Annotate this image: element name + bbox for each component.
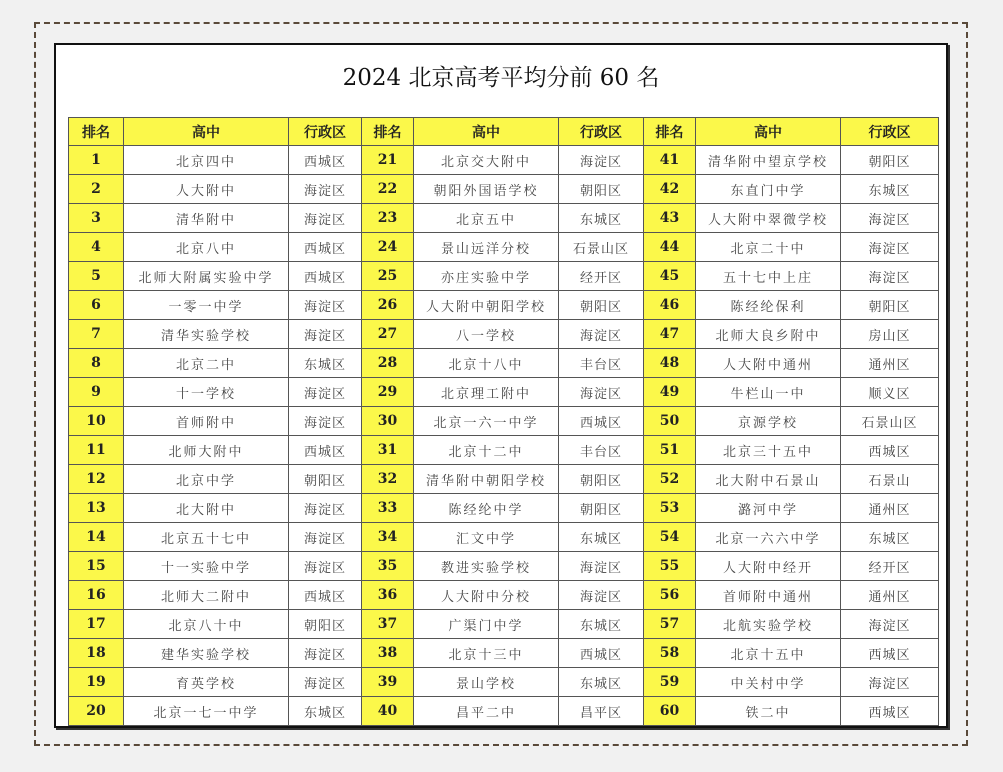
district-cell: 朝阳区 xyxy=(841,291,939,320)
rank-cell: 35 xyxy=(362,552,414,581)
district-cell: 海淀区 xyxy=(559,581,644,610)
district-cell: 房山区 xyxy=(841,320,939,349)
district-cell: 石景山 xyxy=(841,465,939,494)
school-cell: 北京十五中 xyxy=(696,639,841,668)
rank-cell: 3 xyxy=(69,204,124,233)
district-cell: 海淀区 xyxy=(559,552,644,581)
school-cell: 北京三十五中 xyxy=(696,436,841,465)
district-cell: 海淀区 xyxy=(841,668,939,697)
rank-cell: 43 xyxy=(644,204,696,233)
table-row xyxy=(69,233,939,262)
rank-cell: 30 xyxy=(362,407,414,436)
rank-cell: 39 xyxy=(362,668,414,697)
rank-cell: 59 xyxy=(644,668,696,697)
ranking-table xyxy=(68,117,939,726)
rank-cell: 32 xyxy=(362,465,414,494)
school-cell: 十一学校 xyxy=(124,378,289,407)
school-cell: 北京中学 xyxy=(124,465,289,494)
school-cell: 北师大附中 xyxy=(124,436,289,465)
rank-cell: 18 xyxy=(69,639,124,668)
school-cell: 建华实验学校 xyxy=(124,639,289,668)
district-cell: 东城区 xyxy=(289,349,362,378)
table-row xyxy=(69,291,939,320)
rank-cell: 28 xyxy=(362,349,414,378)
district-cell: 海淀区 xyxy=(289,175,362,204)
rank-cell: 57 xyxy=(644,610,696,639)
school-cell: 北京五中 xyxy=(414,204,559,233)
district-cell: 西城区 xyxy=(559,639,644,668)
rank-cell: 45 xyxy=(644,262,696,291)
table-row xyxy=(69,262,939,291)
district-cell: 西城区 xyxy=(841,436,939,465)
district-cell: 西城区 xyxy=(289,146,362,175)
table-row xyxy=(69,552,939,581)
rank-cell: 52 xyxy=(644,465,696,494)
district-cell: 东城区 xyxy=(841,523,939,552)
district-cell: 东城区 xyxy=(559,204,644,233)
district-cell: 西城区 xyxy=(289,436,362,465)
district-cell: 朝阳区 xyxy=(289,465,362,494)
district-cell: 海淀区 xyxy=(289,407,362,436)
district-cell: 朝阳区 xyxy=(289,610,362,639)
school-cell: 五十七中上庄 xyxy=(696,262,841,291)
rank-cell: 33 xyxy=(362,494,414,523)
district-cell: 顺义区 xyxy=(841,378,939,407)
school-cell: 八一学校 xyxy=(414,320,559,349)
school-cell: 北京十三中 xyxy=(414,639,559,668)
district-cell: 通州区 xyxy=(841,349,939,378)
table-row xyxy=(69,407,939,436)
school-cell: 牛栏山一中 xyxy=(696,378,841,407)
rank-cell: 14 xyxy=(69,523,124,552)
rank-cell: 25 xyxy=(362,262,414,291)
table-row xyxy=(69,581,939,610)
school-cell: 北大附中石景山 xyxy=(696,465,841,494)
district-cell: 经开区 xyxy=(559,262,644,291)
school-cell: 北师大良乡附中 xyxy=(696,320,841,349)
district-cell: 海淀区 xyxy=(289,320,362,349)
rank-cell: 5 xyxy=(69,262,124,291)
district-cell: 朝阳区 xyxy=(559,465,644,494)
header-district: 行政区 xyxy=(559,118,644,146)
rank-cell: 55 xyxy=(644,552,696,581)
table-row xyxy=(69,523,939,552)
rank-cell: 53 xyxy=(644,494,696,523)
table-row xyxy=(69,349,939,378)
table-row xyxy=(69,378,939,407)
rank-cell: 47 xyxy=(644,320,696,349)
header-school: 高中 xyxy=(124,118,289,146)
district-cell: 东城区 xyxy=(559,668,644,697)
school-cell: 清华附中望京学校 xyxy=(696,146,841,175)
district-cell: 东城区 xyxy=(559,523,644,552)
district-cell: 昌平区 xyxy=(559,697,644,726)
rank-cell: 19 xyxy=(69,668,124,697)
ranking-sheet xyxy=(54,43,948,728)
district-cell: 海淀区 xyxy=(289,378,362,407)
school-cell: 景山远洋分校 xyxy=(414,233,559,262)
table-row xyxy=(69,320,939,349)
district-cell: 丰台区 xyxy=(559,349,644,378)
school-cell: 朝阳外国语学校 xyxy=(414,175,559,204)
district-cell: 海淀区 xyxy=(289,494,362,523)
school-cell: 北京八十中 xyxy=(124,610,289,639)
school-cell: 育英学校 xyxy=(124,668,289,697)
district-cell: 西城区 xyxy=(841,697,939,726)
district-cell: 海淀区 xyxy=(559,320,644,349)
rank-cell: 34 xyxy=(362,523,414,552)
district-cell: 西城区 xyxy=(289,233,362,262)
rank-cell: 29 xyxy=(362,378,414,407)
district-cell: 石景山区 xyxy=(841,407,939,436)
header-school: 高中 xyxy=(696,118,841,146)
school-cell: 北京四中 xyxy=(124,146,289,175)
school-cell: 北航实验学校 xyxy=(696,610,841,639)
rank-cell: 38 xyxy=(362,639,414,668)
table-row xyxy=(69,639,939,668)
header-district: 行政区 xyxy=(841,118,939,146)
school-cell: 人大附中翠微学校 xyxy=(696,204,841,233)
district-cell: 海淀区 xyxy=(841,262,939,291)
rank-cell: 56 xyxy=(644,581,696,610)
rank-cell: 51 xyxy=(644,436,696,465)
school-cell: 陈经纶中学 xyxy=(414,494,559,523)
table-row xyxy=(69,436,939,465)
school-cell: 北大附中 xyxy=(124,494,289,523)
rank-cell: 31 xyxy=(362,436,414,465)
rank-cell: 12 xyxy=(69,465,124,494)
school-cell: 北京十二中 xyxy=(414,436,559,465)
school-cell: 清华附中朝阳学校 xyxy=(414,465,559,494)
school-cell: 北京理工附中 xyxy=(414,378,559,407)
district-cell: 海淀区 xyxy=(841,610,939,639)
rank-cell: 8 xyxy=(69,349,124,378)
table-row xyxy=(69,697,939,726)
school-cell: 北京一七一中学 xyxy=(124,697,289,726)
school-cell: 人大附中朝阳学校 xyxy=(414,291,559,320)
school-cell: 北京二十中 xyxy=(696,233,841,262)
rank-cell: 21 xyxy=(362,146,414,175)
rank-cell: 58 xyxy=(644,639,696,668)
district-cell: 朝阳区 xyxy=(841,146,939,175)
rank-cell: 60 xyxy=(644,697,696,726)
school-cell: 陈经纶保利 xyxy=(696,291,841,320)
rank-cell: 1 xyxy=(69,146,124,175)
school-cell: 北京交大附中 xyxy=(414,146,559,175)
district-cell: 石景山区 xyxy=(559,233,644,262)
school-cell: 北京十八中 xyxy=(414,349,559,378)
district-cell: 通州区 xyxy=(841,494,939,523)
table-header-row xyxy=(69,118,939,146)
rank-cell: 10 xyxy=(69,407,124,436)
district-cell: 海淀区 xyxy=(289,639,362,668)
school-cell: 铁二中 xyxy=(696,697,841,726)
district-cell: 海淀区 xyxy=(559,146,644,175)
district-cell: 海淀区 xyxy=(841,233,939,262)
school-cell: 北京五十七中 xyxy=(124,523,289,552)
table-row xyxy=(69,204,939,233)
school-cell: 人大附中 xyxy=(124,175,289,204)
school-cell: 首师附中 xyxy=(124,407,289,436)
rank-cell: 40 xyxy=(362,697,414,726)
table-row xyxy=(69,610,939,639)
district-cell: 西城区 xyxy=(559,407,644,436)
school-cell: 亦庄实验中学 xyxy=(414,262,559,291)
header-district: 行政区 xyxy=(289,118,362,146)
rank-cell: 44 xyxy=(644,233,696,262)
school-cell: 北京二中 xyxy=(124,349,289,378)
district-cell: 西城区 xyxy=(289,581,362,610)
table-row xyxy=(69,494,939,523)
rank-cell: 42 xyxy=(644,175,696,204)
rank-cell: 24 xyxy=(362,233,414,262)
school-cell: 北京八中 xyxy=(124,233,289,262)
table-row xyxy=(69,146,939,175)
school-cell: 景山学校 xyxy=(414,668,559,697)
district-cell: 海淀区 xyxy=(841,204,939,233)
rank-cell: 49 xyxy=(644,378,696,407)
table-row xyxy=(69,175,939,204)
district-cell: 海淀区 xyxy=(559,378,644,407)
rank-cell: 17 xyxy=(69,610,124,639)
school-cell: 北京一六一中学 xyxy=(414,407,559,436)
school-cell: 人大附中经开 xyxy=(696,552,841,581)
rank-cell: 2 xyxy=(69,175,124,204)
school-cell: 昌平二中 xyxy=(414,697,559,726)
school-cell: 京源学校 xyxy=(696,407,841,436)
school-cell: 首师附中通州 xyxy=(696,581,841,610)
rank-cell: 41 xyxy=(644,146,696,175)
district-cell: 通州区 xyxy=(841,581,939,610)
header-rank: 排名 xyxy=(644,118,696,146)
header-school: 高中 xyxy=(414,118,559,146)
rank-cell: 36 xyxy=(362,581,414,610)
district-cell: 海淀区 xyxy=(289,668,362,697)
page-title: 2024 北京高考平均分前 60 名 xyxy=(342,65,660,91)
school-cell: 北师大二附中 xyxy=(124,581,289,610)
header-rank: 排名 xyxy=(362,118,414,146)
district-cell: 海淀区 xyxy=(289,291,362,320)
district-cell: 东城区 xyxy=(289,697,362,726)
rank-cell: 22 xyxy=(362,175,414,204)
rank-cell: 16 xyxy=(69,581,124,610)
rank-cell: 54 xyxy=(644,523,696,552)
rank-cell: 26 xyxy=(362,291,414,320)
school-cell: 十一实验中学 xyxy=(124,552,289,581)
school-cell: 清华实验学校 xyxy=(124,320,289,349)
school-cell: 清华附中 xyxy=(124,204,289,233)
school-cell: 广渠门中学 xyxy=(414,610,559,639)
header-rank: 排名 xyxy=(69,118,124,146)
rank-cell: 9 xyxy=(69,378,124,407)
school-cell: 一零一中学 xyxy=(124,291,289,320)
rank-cell: 46 xyxy=(644,291,696,320)
rank-cell: 20 xyxy=(69,697,124,726)
rank-cell: 11 xyxy=(69,436,124,465)
rank-cell: 37 xyxy=(362,610,414,639)
district-cell: 西城区 xyxy=(289,262,362,291)
district-cell: 西城区 xyxy=(841,639,939,668)
school-cell: 教进实验学校 xyxy=(414,552,559,581)
rank-cell: 6 xyxy=(69,291,124,320)
district-cell: 海淀区 xyxy=(289,523,362,552)
school-cell: 人大附中通州 xyxy=(696,349,841,378)
school-cell: 北京一六六中学 xyxy=(696,523,841,552)
district-cell: 东城区 xyxy=(559,610,644,639)
school-cell: 东直门中学 xyxy=(696,175,841,204)
school-cell: 中关村中学 xyxy=(696,668,841,697)
rank-cell: 23 xyxy=(362,204,414,233)
district-cell: 丰台区 xyxy=(559,436,644,465)
rank-cell: 13 xyxy=(69,494,124,523)
rank-cell: 15 xyxy=(69,552,124,581)
table-row xyxy=(69,668,939,697)
rank-cell: 48 xyxy=(644,349,696,378)
school-cell: 潞河中学 xyxy=(696,494,841,523)
rank-cell: 50 xyxy=(644,407,696,436)
school-cell: 北师大附属实验中学 xyxy=(124,262,289,291)
school-cell: 人大附中分校 xyxy=(414,581,559,610)
district-cell: 海淀区 xyxy=(289,204,362,233)
district-cell: 朝阳区 xyxy=(559,494,644,523)
school-cell: 汇文中学 xyxy=(414,523,559,552)
district-cell: 经开区 xyxy=(841,552,939,581)
district-cell: 朝阳区 xyxy=(559,175,644,204)
table-row xyxy=(69,465,939,494)
rank-cell: 7 xyxy=(69,320,124,349)
rank-cell: 27 xyxy=(362,320,414,349)
district-cell: 海淀区 xyxy=(289,552,362,581)
district-cell: 朝阳区 xyxy=(559,291,644,320)
rank-cell: 4 xyxy=(69,233,124,262)
district-cell: 东城区 xyxy=(841,175,939,204)
